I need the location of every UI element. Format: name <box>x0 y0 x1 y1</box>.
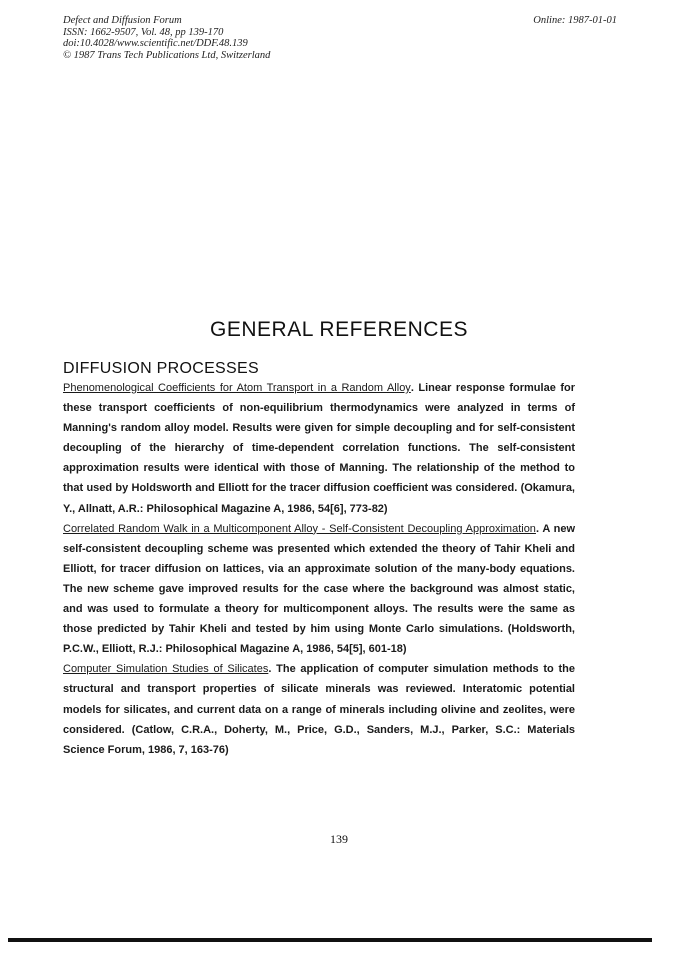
reference-text: . A new self-consistent decoupling scheme was presented which extended the theory of Tahir Kheli and Elliott, for tracer diffusion on lattices, via an approximate solution of the many-body equations. The new scheme gave improved results for the case where the background was almost static, and was used to formulate a theory for multicomponent alloys. The results were the same as those predicted by Tahir Kheli and tested by him using Monte Carlo simulations. (Holdsworth, P.C.W., Elliott, R.J.: Philosophical Magazine A, 1986, 54[5], 601-18) <box>63 522 575 656</box>
bottom-rule <box>8 938 652 942</box>
reference-entry <box>63 659 575 759</box>
reference-entry <box>63 519 575 660</box>
journal-name: Defect and Diffusion Forum <box>63 15 182 26</box>
reference-text: . The application of computer simulation methods to the structural and transport properties of silicate minerals was reviewed. Interatomic potential models for silicates, and current data on a range of minerals including olivine and zeolites, were considered. (Catlow, C.R.A., Doherty, M., Price, G.D., Sanders, M.J., Parker, S.C.: Materials Science Forum, 1986, 7, 163-76) <box>63 663 575 756</box>
reference-title: Phenomenological Coefficients for Atom Transport in a Random Alloy <box>63 382 411 394</box>
doi-link[interactable]: doi:10.4028/www.scientific.net/DDF.48.139 <box>63 38 248 49</box>
section-heading: DIFFUSION PROCESSES <box>63 360 259 377</box>
copyright-line: © 1987 Trans Tech Publications Ltd, Switzerland <box>63 49 271 61</box>
reference-title: Computer Simulation Studies of Silicates <box>63 663 269 676</box>
page-number: 139 <box>330 832 348 846</box>
reference-title: Correlated Random Walk in a Multicomponent Alloy - Self-Consistent Decoupling Approximation <box>63 522 536 535</box>
reference-text: . Linear response formulae for these transport coefficients of non-equilibrium thermodynamics were analyzed in terms of Manning's random alloy model. Results were given for simple decoupling and for self-consistent decoupling of the hierarchy of time-dependent correlation functions. The self-consistent approximation results were identical with those of Manning. The relationship of the method to that used by Holdsworth and Elliott for the tracer diffusion coefficient was considered. (Okamura, Y., Allnatt, A.R.: Philosophical Magazine A, 1986, 54[6], 773-82) <box>63 382 575 515</box>
references-body <box>63 378 575 760</box>
online-date: Online: 1987-01-01 <box>533 15 617 26</box>
page-title: GENERAL REFERENCES <box>210 318 468 341</box>
reference-entry <box>63 378 575 519</box>
issn-line: ISSN: 1662-9507, Vol. 48, pp 139-170 <box>63 26 224 38</box>
journal-header <box>63 15 270 61</box>
